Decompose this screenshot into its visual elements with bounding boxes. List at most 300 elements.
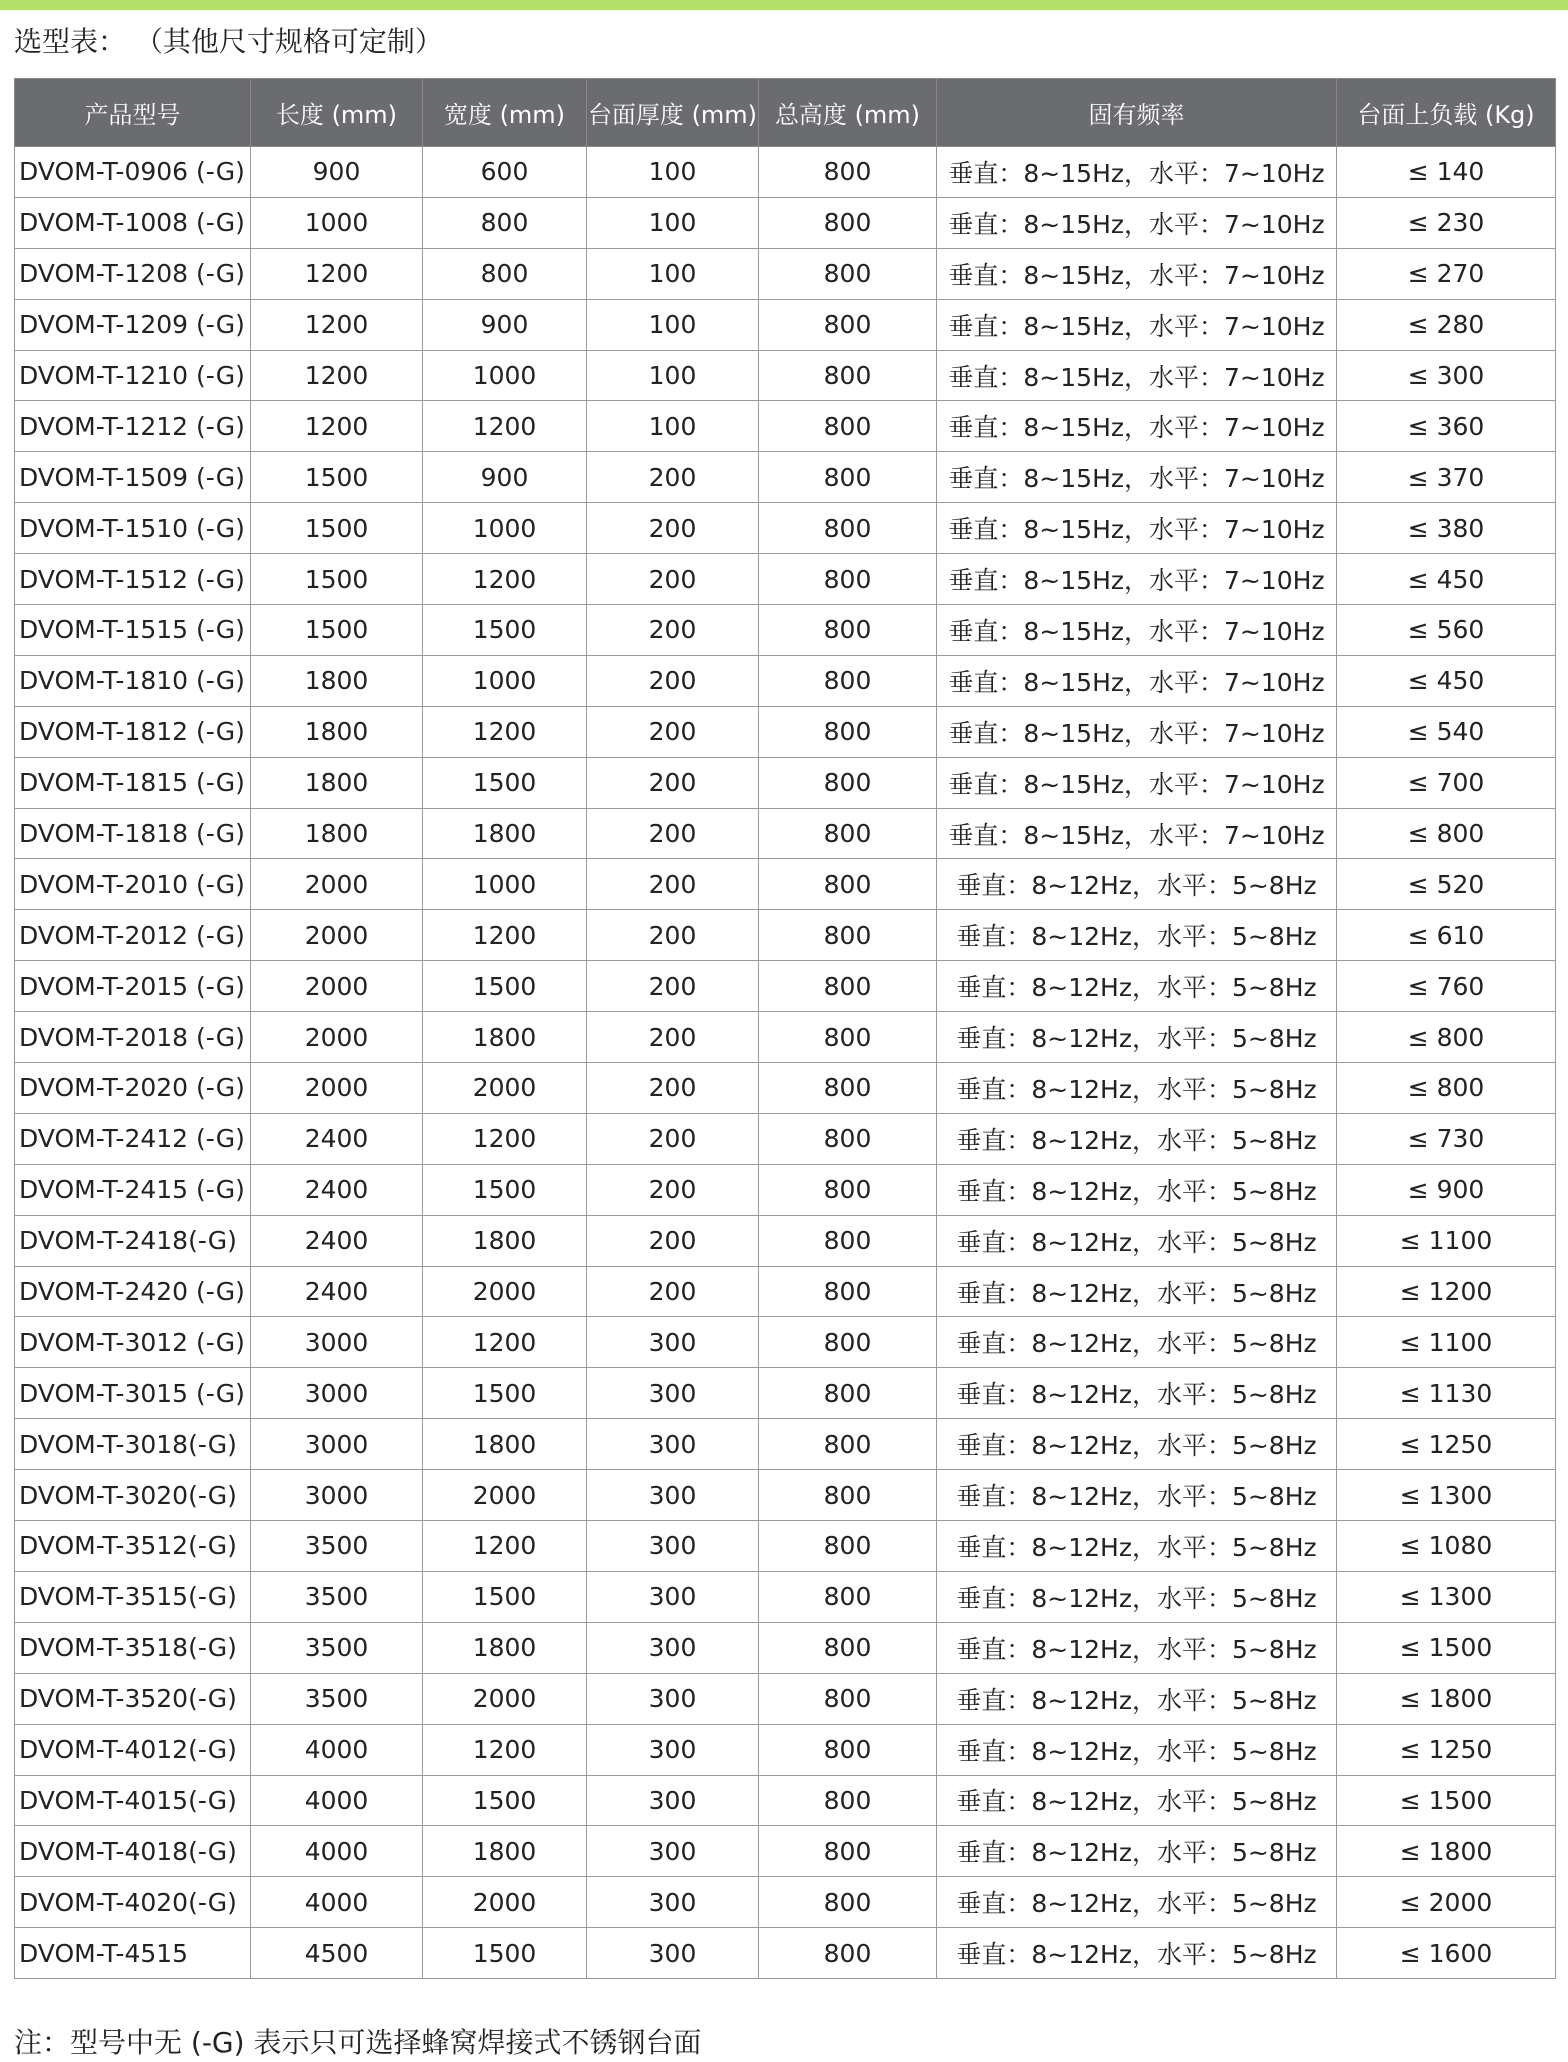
height-cell: 800 — [759, 503, 937, 554]
frequency-cell: 垂直：8~15Hz，水平：7~10Hz — [937, 554, 1337, 605]
width-cell: 1200 — [423, 1317, 587, 1368]
load-cell: ≤ 1300 — [1337, 1571, 1556, 1622]
model-cell: DVOM-T-2020 (-G) — [15, 1063, 251, 1114]
width-cell: 1000 — [423, 350, 587, 401]
height-cell: 800 — [759, 1317, 937, 1368]
table-row — [15, 452, 1556, 503]
frequency-cell: 垂直：8~12Hz，水平：5~8Hz — [937, 1470, 1337, 1521]
thickness-cell: 300 — [587, 1826, 759, 1877]
height-cell: 800 — [759, 1368, 937, 1419]
length-cell: 3500 — [251, 1622, 423, 1673]
length-cell: 2000 — [251, 961, 423, 1012]
model-cell: DVOM-T-1212 (-G) — [15, 401, 251, 452]
thickness-cell: 200 — [587, 452, 759, 503]
table-row — [15, 605, 1556, 656]
thickness-cell: 200 — [587, 1113, 759, 1164]
table-row — [15, 1673, 1556, 1724]
length-cell: 1500 — [251, 554, 423, 605]
table-row — [15, 1164, 1556, 1215]
frequency-cell: 垂直：8~15Hz，水平：7~10Hz — [937, 503, 1337, 554]
frequency-cell: 垂直：8~15Hz，水平：7~10Hz — [937, 197, 1337, 248]
length-cell: 4000 — [251, 1724, 423, 1775]
thickness-cell: 200 — [587, 605, 759, 656]
height-cell: 800 — [759, 808, 937, 859]
load-cell: ≤ 300 — [1337, 350, 1556, 401]
model-cell: DVOM-T-2418(-G) — [15, 1215, 251, 1266]
model-cell: DVOM-T-3515(-G) — [15, 1571, 251, 1622]
load-cell: ≤ 700 — [1337, 757, 1556, 808]
length-cell: 1500 — [251, 452, 423, 503]
model-cell: DVOM-T-4015(-G) — [15, 1775, 251, 1826]
length-cell: 1200 — [251, 401, 423, 452]
width-cell: 2000 — [423, 1266, 587, 1317]
load-cell: ≤ 1200 — [1337, 1266, 1556, 1317]
model-cell: DVOM-T-1209 (-G) — [15, 299, 251, 350]
frequency-cell: 垂直：8~12Hz，水平：5~8Hz — [937, 1164, 1337, 1215]
model-cell: DVOM-T-2010 (-G) — [15, 859, 251, 910]
length-cell: 1000 — [251, 197, 423, 248]
width-cell: 1500 — [423, 1775, 587, 1826]
width-cell: 1800 — [423, 1826, 587, 1877]
thickness-cell: 300 — [587, 1724, 759, 1775]
frequency-cell: 垂直：8~12Hz，水平：5~8Hz — [937, 1724, 1337, 1775]
column-header: 固有频率 — [937, 79, 1337, 147]
frequency-cell: 垂直：8~15Hz，水平：7~10Hz — [937, 655, 1337, 706]
table-row — [15, 1266, 1556, 1317]
frequency-cell: 垂直：8~12Hz，水平：5~8Hz — [937, 910, 1337, 961]
width-cell: 2000 — [423, 1673, 587, 1724]
height-cell: 800 — [759, 1877, 937, 1928]
load-cell: ≤ 800 — [1337, 808, 1556, 859]
length-cell: 1800 — [251, 706, 423, 757]
thickness-cell: 200 — [587, 808, 759, 859]
height-cell: 800 — [759, 1622, 937, 1673]
table-row — [15, 859, 1556, 910]
model-cell: DVOM-T-1509 (-G) — [15, 452, 251, 503]
thickness-cell: 300 — [587, 1622, 759, 1673]
width-cell: 1200 — [423, 1724, 587, 1775]
table-row — [15, 1928, 1556, 1979]
length-cell: 2000 — [251, 910, 423, 961]
thickness-cell: 300 — [587, 1775, 759, 1826]
table-row — [15, 197, 1556, 248]
table-row — [15, 808, 1556, 859]
width-cell: 1200 — [423, 1113, 587, 1164]
height-cell: 800 — [759, 554, 937, 605]
frequency-cell: 垂直：8~12Hz，水平：5~8Hz — [937, 1826, 1337, 1877]
table-row — [15, 1113, 1556, 1164]
length-cell: 4000 — [251, 1877, 423, 1928]
width-cell: 1500 — [423, 961, 587, 1012]
frequency-cell: 垂直：8~12Hz，水平：5~8Hz — [937, 1928, 1337, 1979]
frequency-cell: 垂直：8~15Hz，水平：7~10Hz — [937, 299, 1337, 350]
frequency-cell: 垂直：8~12Hz，水平：5~8Hz — [937, 1622, 1337, 1673]
model-cell: DVOM-T-3015 (-G) — [15, 1368, 251, 1419]
width-cell: 1000 — [423, 655, 587, 706]
model-cell: DVOM-T-1818 (-G) — [15, 808, 251, 859]
length-cell: 2400 — [251, 1266, 423, 1317]
load-cell: ≤ 1080 — [1337, 1521, 1556, 1572]
height-cell: 800 — [759, 859, 937, 910]
model-cell: DVOM-T-4012(-G) — [15, 1724, 251, 1775]
column-header: 总高度 (mm) — [759, 79, 937, 147]
load-cell: ≤ 610 — [1337, 910, 1556, 961]
selection-table — [14, 78, 1556, 1979]
thickness-cell: 200 — [587, 757, 759, 808]
height-cell: 800 — [759, 1470, 937, 1521]
load-cell: ≤ 1500 — [1337, 1775, 1556, 1826]
height-cell: 800 — [759, 299, 937, 350]
table-row — [15, 147, 1556, 198]
thickness-cell: 200 — [587, 503, 759, 554]
thickness-cell: 300 — [587, 1673, 759, 1724]
height-cell: 800 — [759, 1826, 937, 1877]
length-cell: 1800 — [251, 808, 423, 859]
width-cell: 2000 — [423, 1470, 587, 1521]
thickness-cell: 300 — [587, 1521, 759, 1572]
model-cell: DVOM-T-2412 (-G) — [15, 1113, 251, 1164]
column-header: 台面上负载 (Kg) — [1337, 79, 1556, 147]
width-cell: 900 — [423, 299, 587, 350]
load-cell: ≤ 140 — [1337, 147, 1556, 198]
model-cell: DVOM-T-4020(-G) — [15, 1877, 251, 1928]
length-cell: 1200 — [251, 248, 423, 299]
frequency-cell: 垂直：8~12Hz，水平：5~8Hz — [937, 1419, 1337, 1470]
table-row — [15, 1215, 1556, 1266]
width-cell: 1500 — [423, 757, 587, 808]
height-cell: 800 — [759, 1012, 937, 1063]
thickness-cell: 200 — [587, 706, 759, 757]
model-cell: DVOM-T-1810 (-G) — [15, 655, 251, 706]
table-row — [15, 1877, 1556, 1928]
frequency-cell: 垂直：8~15Hz，水平：7~10Hz — [937, 452, 1337, 503]
model-cell: DVOM-T-3012 (-G) — [15, 1317, 251, 1368]
height-cell: 800 — [759, 1673, 937, 1724]
frequency-cell: 垂直：8~15Hz，水平：7~10Hz — [937, 706, 1337, 757]
height-cell: 800 — [759, 1724, 937, 1775]
length-cell: 2000 — [251, 1012, 423, 1063]
frequency-cell: 垂直：8~12Hz，水平：5~8Hz — [937, 1521, 1337, 1572]
width-cell: 1500 — [423, 1571, 587, 1622]
length-cell: 1800 — [251, 655, 423, 706]
load-cell: ≤ 540 — [1337, 706, 1556, 757]
load-cell: ≤ 370 — [1337, 452, 1556, 503]
frequency-cell: 垂直：8~12Hz，水平：5~8Hz — [937, 1063, 1337, 1114]
frequency-cell: 垂直：8~12Hz，水平：5~8Hz — [937, 1775, 1337, 1826]
length-cell: 4000 — [251, 1775, 423, 1826]
page-title: 选型表： （其他尺寸规格可定制） — [14, 25, 443, 58]
width-cell: 1500 — [423, 1368, 587, 1419]
height-cell: 800 — [759, 147, 937, 198]
width-cell: 2000 — [423, 1877, 587, 1928]
table-row — [15, 1063, 1556, 1114]
thickness-cell: 300 — [587, 1571, 759, 1622]
thickness-cell: 200 — [587, 961, 759, 1012]
model-cell: DVOM-T-1512 (-G) — [15, 554, 251, 605]
table-row — [15, 401, 1556, 452]
load-cell: ≤ 280 — [1337, 299, 1556, 350]
width-cell: 900 — [423, 452, 587, 503]
load-cell: ≤ 520 — [1337, 859, 1556, 910]
header-row — [15, 79, 1556, 147]
table-header — [15, 79, 1556, 147]
height-cell: 800 — [759, 605, 937, 656]
height-cell: 800 — [759, 248, 937, 299]
thickness-cell: 200 — [587, 1164, 759, 1215]
frequency-cell: 垂直：8~15Hz，水平：7~10Hz — [937, 350, 1337, 401]
model-cell: DVOM-T-4018(-G) — [15, 1826, 251, 1877]
model-cell: DVOM-T-3518(-G) — [15, 1622, 251, 1673]
length-cell: 2400 — [251, 1215, 423, 1266]
length-cell: 2000 — [251, 859, 423, 910]
thickness-cell: 300 — [587, 1368, 759, 1419]
length-cell: 3500 — [251, 1673, 423, 1724]
thickness-cell: 100 — [587, 401, 759, 452]
model-cell: DVOM-T-1515 (-G) — [15, 605, 251, 656]
width-cell: 1200 — [423, 706, 587, 757]
height-cell: 800 — [759, 757, 937, 808]
length-cell: 900 — [251, 147, 423, 198]
model-cell: DVOM-T-1812 (-G) — [15, 706, 251, 757]
model-cell: DVOM-T-1008 (-G) — [15, 197, 251, 248]
column-header: 产品型号 — [15, 79, 251, 147]
width-cell: 1200 — [423, 401, 587, 452]
length-cell: 3000 — [251, 1419, 423, 1470]
load-cell: ≤ 800 — [1337, 1012, 1556, 1063]
model-cell: DVOM-T-2415 (-G) — [15, 1164, 251, 1215]
load-cell: ≤ 360 — [1337, 401, 1556, 452]
thickness-cell: 100 — [587, 147, 759, 198]
thickness-cell: 300 — [587, 1470, 759, 1521]
thickness-cell: 200 — [587, 910, 759, 961]
thickness-cell: 100 — [587, 248, 759, 299]
width-cell: 1000 — [423, 503, 587, 554]
model-cell: DVOM-T-2012 (-G) — [15, 910, 251, 961]
load-cell: ≤ 1300 — [1337, 1470, 1556, 1521]
model-cell: DVOM-T-2015 (-G) — [15, 961, 251, 1012]
model-cell: DVOM-T-3018(-G) — [15, 1419, 251, 1470]
thickness-cell: 200 — [587, 1012, 759, 1063]
load-cell: ≤ 2000 — [1337, 1877, 1556, 1928]
width-cell: 1800 — [423, 1012, 587, 1063]
table-row — [15, 1419, 1556, 1470]
thickness-cell: 100 — [587, 299, 759, 350]
frequency-cell: 垂直：8~12Hz，水平：5~8Hz — [937, 1673, 1337, 1724]
frequency-cell: 垂直：8~12Hz，水平：5~8Hz — [937, 1266, 1337, 1317]
table-row — [15, 1470, 1556, 1521]
width-cell: 1200 — [423, 910, 587, 961]
width-cell: 1500 — [423, 605, 587, 656]
load-cell: ≤ 1250 — [1337, 1419, 1556, 1470]
height-cell: 800 — [759, 350, 937, 401]
table-row — [15, 1368, 1556, 1419]
load-cell: ≤ 560 — [1337, 605, 1556, 656]
frequency-cell: 垂直：8~15Hz，水平：7~10Hz — [937, 808, 1337, 859]
thickness-cell: 200 — [587, 554, 759, 605]
frequency-cell: 垂直：8~12Hz，水平：5~8Hz — [937, 1012, 1337, 1063]
model-cell: DVOM-T-1210 (-G) — [15, 350, 251, 401]
width-cell: 1800 — [423, 1622, 587, 1673]
height-cell: 800 — [759, 401, 937, 452]
width-cell: 2000 — [423, 1063, 587, 1114]
width-cell: 800 — [423, 248, 587, 299]
width-cell: 1500 — [423, 1164, 587, 1215]
height-cell: 800 — [759, 1419, 937, 1470]
load-cell: ≤ 900 — [1337, 1164, 1556, 1215]
model-cell: DVOM-T-0906 (-G) — [15, 147, 251, 198]
load-cell: ≤ 1500 — [1337, 1622, 1556, 1673]
table-row — [15, 248, 1556, 299]
table-row — [15, 299, 1556, 350]
table-row — [15, 350, 1556, 401]
frequency-cell: 垂直：8~12Hz，水平：5~8Hz — [937, 961, 1337, 1012]
load-cell: ≤ 1250 — [1337, 1724, 1556, 1775]
width-cell: 1500 — [423, 1928, 587, 1979]
length-cell: 2400 — [251, 1164, 423, 1215]
load-cell: ≤ 1800 — [1337, 1673, 1556, 1724]
frequency-cell: 垂直：8~15Hz，水平：7~10Hz — [937, 248, 1337, 299]
table-row — [15, 1521, 1556, 1572]
table-row — [15, 655, 1556, 706]
thickness-cell: 100 — [587, 350, 759, 401]
width-cell: 1800 — [423, 1215, 587, 1266]
table-row — [15, 1622, 1556, 1673]
frequency-cell: 垂直：8~15Hz，水平：7~10Hz — [937, 605, 1337, 656]
height-cell: 800 — [759, 1775, 937, 1826]
height-cell: 800 — [759, 1521, 937, 1572]
length-cell: 3500 — [251, 1521, 423, 1572]
model-cell: DVOM-T-3520(-G) — [15, 1673, 251, 1724]
load-cell: ≤ 450 — [1337, 554, 1556, 605]
model-cell: DVOM-T-3020(-G) — [15, 1470, 251, 1521]
frequency-cell: 垂直：8~15Hz，水平：7~10Hz — [937, 401, 1337, 452]
load-cell: ≤ 800 — [1337, 1063, 1556, 1114]
length-cell: 4500 — [251, 1928, 423, 1979]
height-cell: 800 — [759, 1928, 937, 1979]
model-cell: DVOM-T-1208 (-G) — [15, 248, 251, 299]
load-cell: ≤ 380 — [1337, 503, 1556, 554]
height-cell: 800 — [759, 1266, 937, 1317]
frequency-cell: 垂直：8~12Hz，水平：5~8Hz — [937, 1215, 1337, 1266]
model-cell: DVOM-T-3512(-G) — [15, 1521, 251, 1572]
table-row — [15, 1826, 1556, 1877]
thickness-cell: 100 — [587, 197, 759, 248]
selection-table-container — [14, 78, 1555, 1979]
table-row — [15, 1012, 1556, 1063]
height-cell: 800 — [759, 1113, 937, 1164]
table-row — [15, 1775, 1556, 1826]
footnote: 注：型号中无 (-G) 表示只可选择蜂窝焊接式不锈钢台面 — [14, 2026, 702, 2059]
length-cell: 1200 — [251, 299, 423, 350]
thickness-cell: 300 — [587, 1317, 759, 1368]
height-cell: 800 — [759, 961, 937, 1012]
load-cell: ≤ 1800 — [1337, 1826, 1556, 1877]
length-cell: 1500 — [251, 503, 423, 554]
load-cell: ≤ 1100 — [1337, 1215, 1556, 1266]
thickness-cell: 200 — [587, 859, 759, 910]
length-cell: 2000 — [251, 1063, 423, 1114]
thickness-cell: 200 — [587, 1215, 759, 1266]
accent-top-bar — [0, 0, 1568, 10]
frequency-cell: 垂直：8~12Hz，水平：5~8Hz — [937, 1368, 1337, 1419]
length-cell: 1800 — [251, 757, 423, 808]
frequency-cell: 垂直：8~15Hz，水平：7~10Hz — [937, 147, 1337, 198]
load-cell: ≤ 1100 — [1337, 1317, 1556, 1368]
load-cell: ≤ 730 — [1337, 1113, 1556, 1164]
load-cell: ≤ 1600 — [1337, 1928, 1556, 1979]
table-body — [15, 147, 1556, 1979]
thickness-cell: 200 — [587, 1063, 759, 1114]
model-cell: DVOM-T-4515 — [15, 1928, 251, 1979]
frequency-cell: 垂直：8~12Hz，水平：5~8Hz — [937, 1113, 1337, 1164]
thickness-cell: 300 — [587, 1928, 759, 1979]
table-row — [15, 757, 1556, 808]
length-cell: 3000 — [251, 1317, 423, 1368]
width-cell: 600 — [423, 147, 587, 198]
height-cell: 800 — [759, 1164, 937, 1215]
table-row — [15, 1317, 1556, 1368]
model-cell: DVOM-T-1510 (-G) — [15, 503, 251, 554]
frequency-cell: 垂直：8~12Hz，水平：5~8Hz — [937, 1571, 1337, 1622]
load-cell: ≤ 270 — [1337, 248, 1556, 299]
length-cell: 3500 — [251, 1571, 423, 1622]
height-cell: 800 — [759, 1215, 937, 1266]
column-header: 长度 (mm) — [251, 79, 423, 147]
width-cell: 1200 — [423, 1521, 587, 1572]
thickness-cell: 300 — [587, 1877, 759, 1928]
load-cell: ≤ 760 — [1337, 961, 1556, 1012]
height-cell: 800 — [759, 1571, 937, 1622]
load-cell: ≤ 230 — [1337, 197, 1556, 248]
width-cell: 800 — [423, 197, 587, 248]
table-row — [15, 706, 1556, 757]
table-row — [15, 1724, 1556, 1775]
thickness-cell: 200 — [587, 655, 759, 706]
column-header: 宽度 (mm) — [423, 79, 587, 147]
length-cell: 3000 — [251, 1368, 423, 1419]
height-cell: 800 — [759, 1063, 937, 1114]
width-cell: 1200 — [423, 554, 587, 605]
table-row — [15, 910, 1556, 961]
thickness-cell: 200 — [587, 1266, 759, 1317]
width-cell: 1800 — [423, 808, 587, 859]
length-cell: 2400 — [251, 1113, 423, 1164]
height-cell: 800 — [759, 706, 937, 757]
load-cell: ≤ 1130 — [1337, 1368, 1556, 1419]
length-cell: 1500 — [251, 605, 423, 656]
height-cell: 800 — [759, 655, 937, 706]
table-row — [15, 961, 1556, 1012]
width-cell: 1000 — [423, 859, 587, 910]
height-cell: 800 — [759, 452, 937, 503]
table-row — [15, 554, 1556, 605]
length-cell: 4000 — [251, 1826, 423, 1877]
length-cell: 3000 — [251, 1470, 423, 1521]
frequency-cell: 垂直：8~12Hz，水平：5~8Hz — [937, 859, 1337, 910]
height-cell: 800 — [759, 197, 937, 248]
load-cell: ≤ 450 — [1337, 655, 1556, 706]
thickness-cell: 300 — [587, 1419, 759, 1470]
column-header: 台面厚度 (mm) — [587, 79, 759, 147]
frequency-cell: 垂直：8~12Hz，水平：5~8Hz — [937, 1877, 1337, 1928]
frequency-cell: 垂直：8~12Hz，水平：5~8Hz — [937, 1317, 1337, 1368]
model-cell: DVOM-T-2018 (-G) — [15, 1012, 251, 1063]
table-row — [15, 503, 1556, 554]
model-cell: DVOM-T-2420 (-G) — [15, 1266, 251, 1317]
length-cell: 1200 — [251, 350, 423, 401]
height-cell: 800 — [759, 910, 937, 961]
width-cell: 1800 — [423, 1419, 587, 1470]
